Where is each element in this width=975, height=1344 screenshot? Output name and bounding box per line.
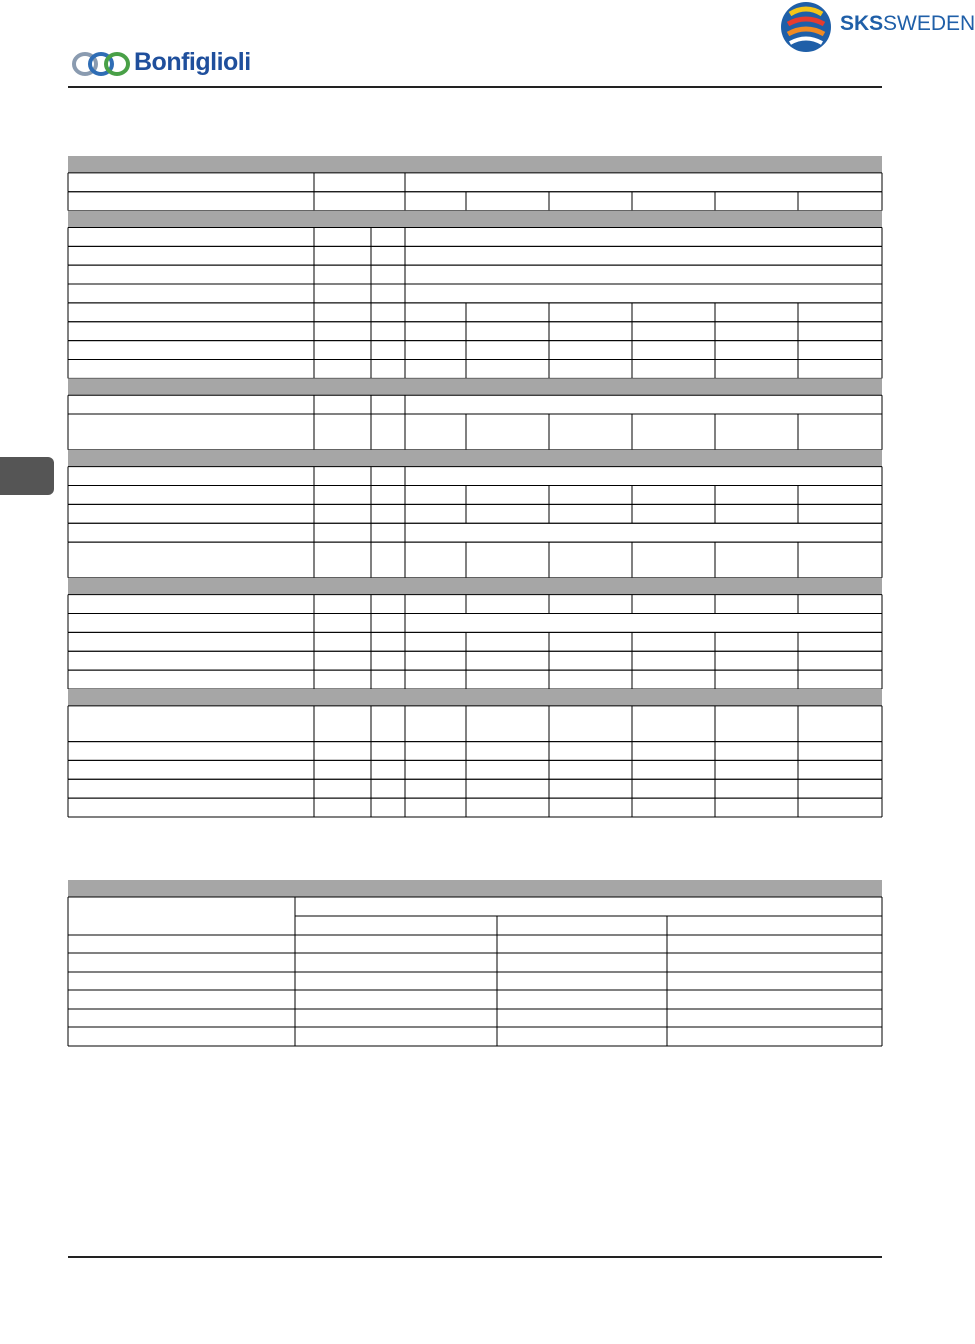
section-header-row	[68, 378, 882, 395]
section-header-row	[68, 450, 882, 467]
sweden-wordmark: SWEDEN	[883, 12, 975, 35]
sks-wordmark: SKS	[840, 12, 884, 35]
section-header-row	[68, 578, 882, 595]
footer-rule	[68, 1256, 882, 1258]
section-header-row	[68, 156, 882, 173]
bonfiglioli-wordmark: Bonfiglioli	[134, 48, 251, 76]
secondary-data-table	[68, 880, 882, 1046]
table2-header-row	[68, 880, 882, 897]
section-header-row	[68, 689, 882, 706]
section-header-row	[68, 211, 882, 228]
technical-data-table	[68, 156, 882, 817]
